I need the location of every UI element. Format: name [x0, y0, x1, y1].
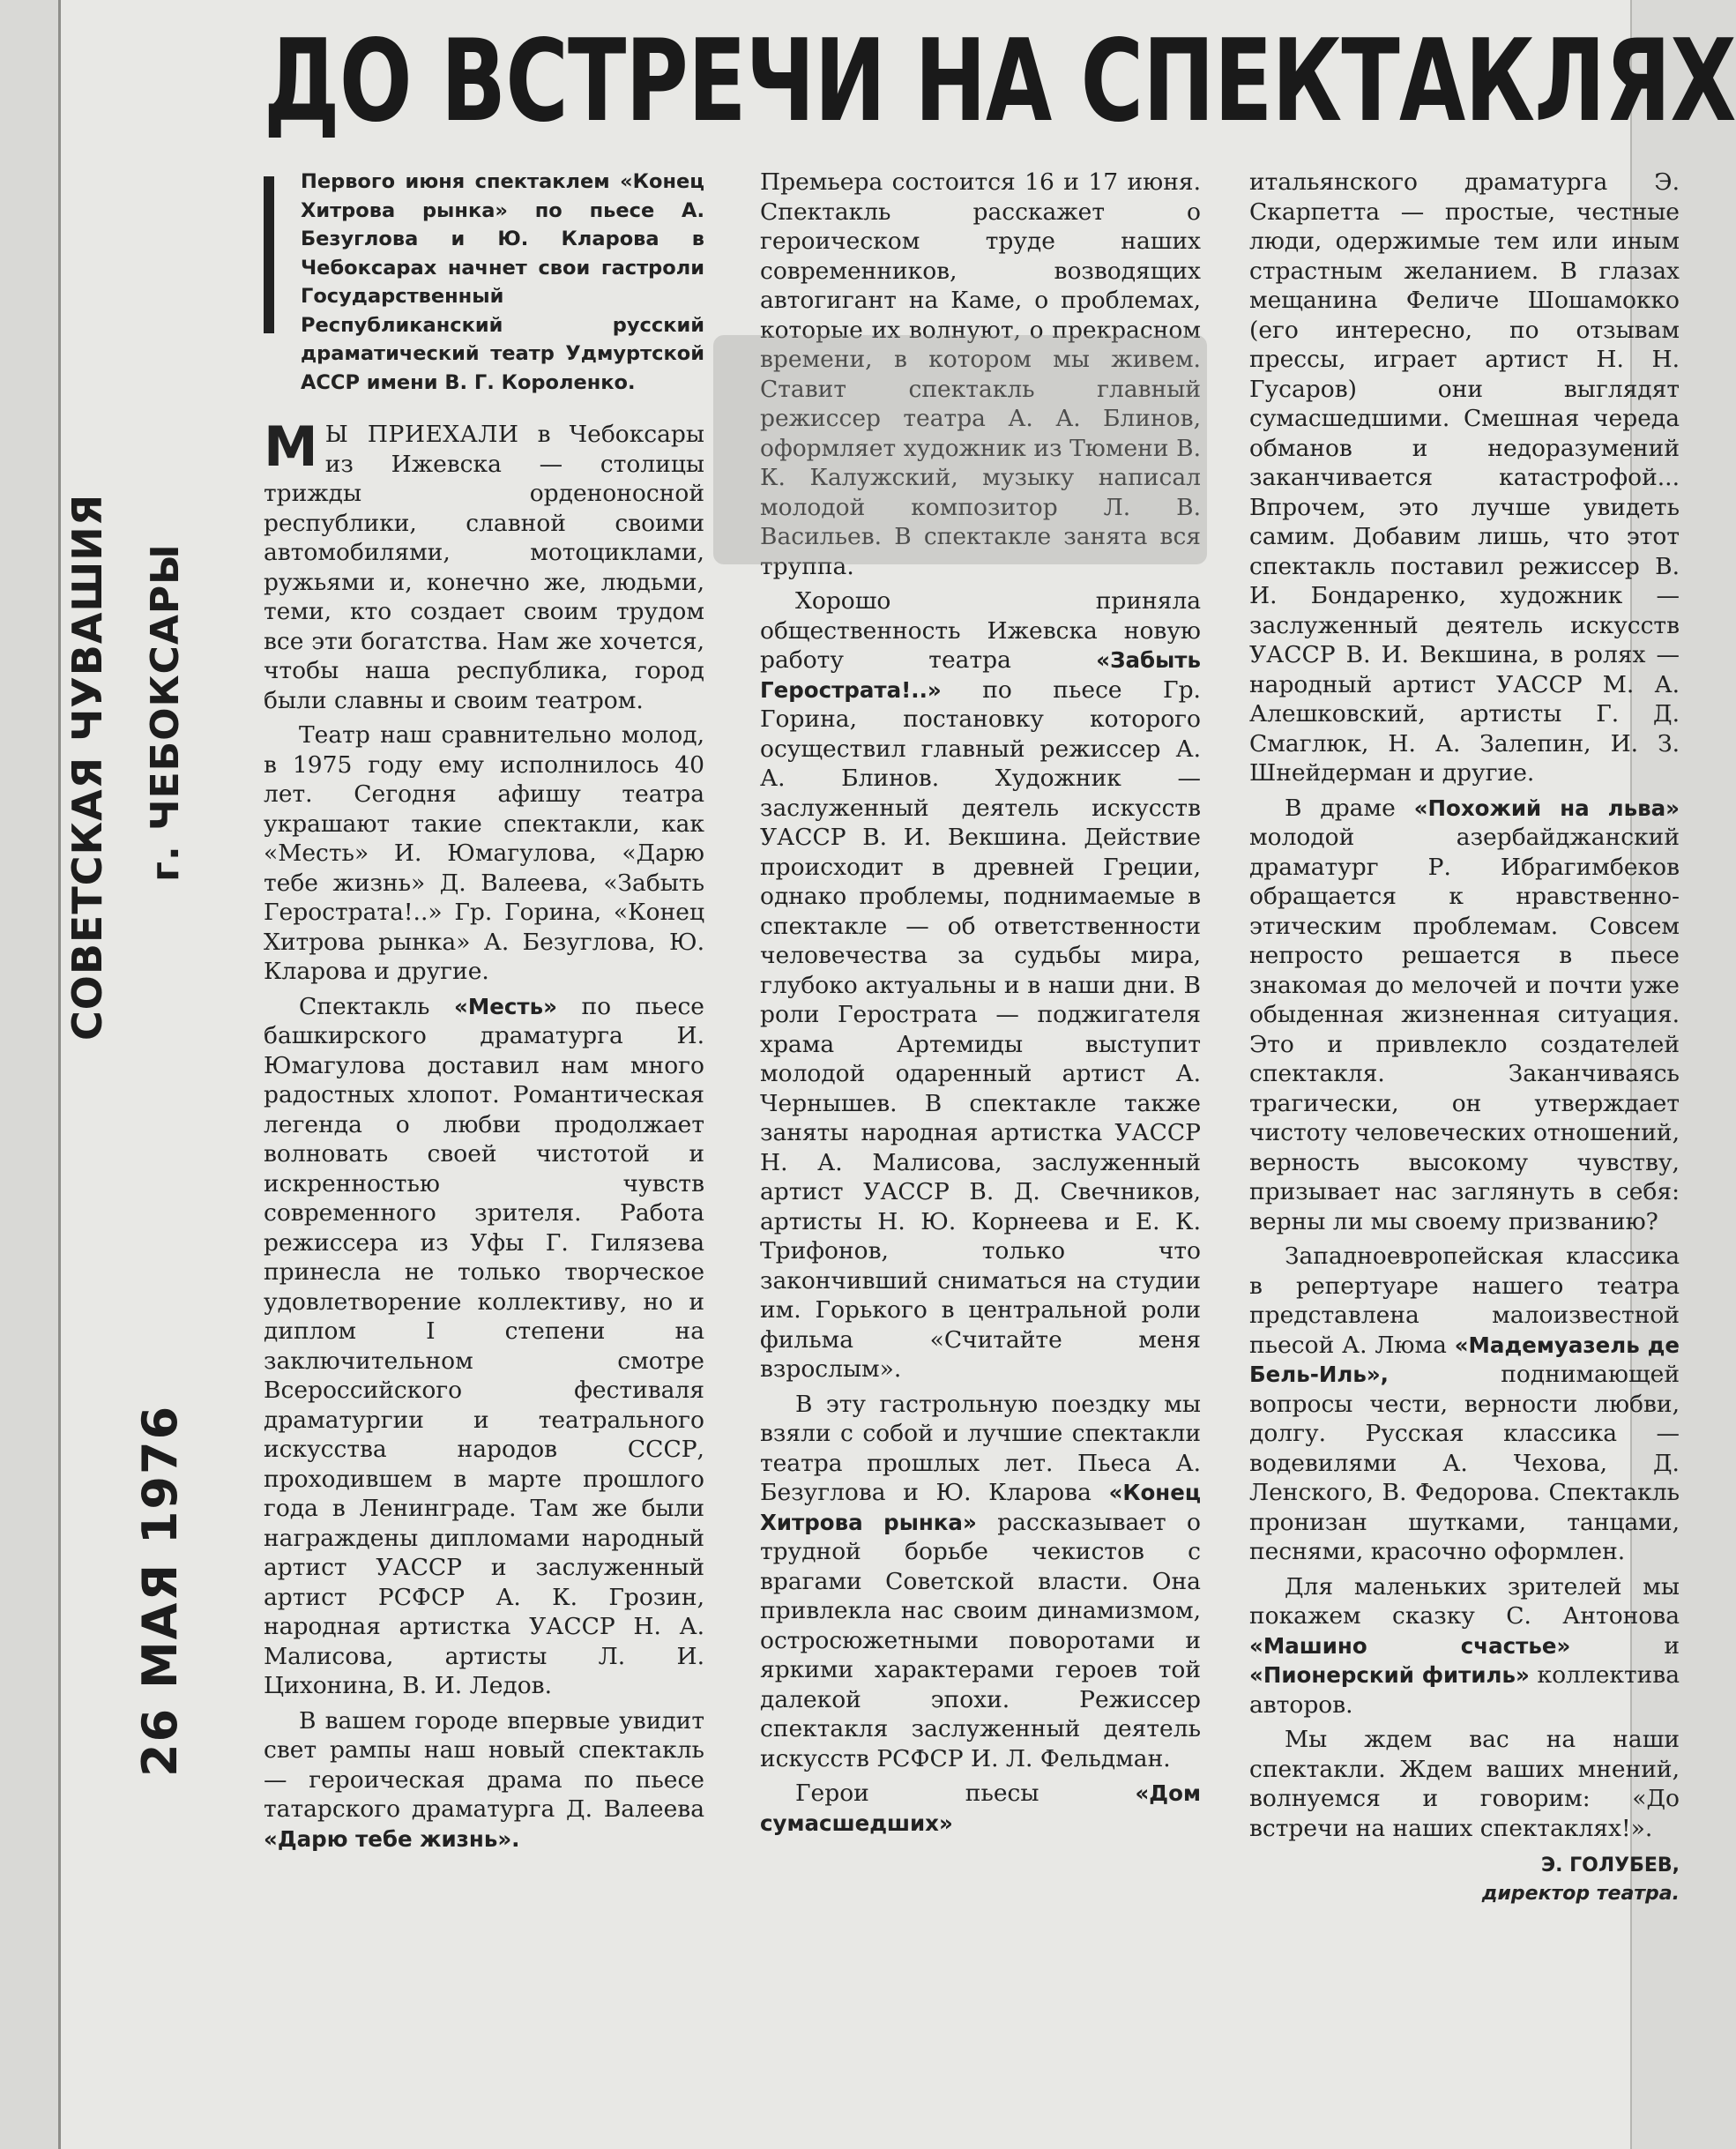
paragraph-5-start: Хорошо приняла общественность Ижевска новую работу театра [760, 587, 1201, 674]
play-title-dom: «Дом сумасшедших» [760, 1780, 1201, 1836]
paragraph-3-text: по пьесе башкирского драматурга И. Юмагулова доставил нам много радостных хлопот. Романтическая легенда о любви продолжает волновать своей чистотой и искренностью чувств современного зрителя. Работа режиссера из Уфы Г. Гилязева принесла не только творческое удовлетворение коллективу, но и диплом I степени на заключительном смотре Всероссийского фестиваля драматургии и театрального искусства народов СССР, проходившем в марте прошлого года в Ленинграде. Там же были награждены дипломами народный артист УАССР и заслуженный артист РСФСР А. К. Грозин, народная артистка УАССР Н. А. Малисова, артисты Л. И. Цихонина, В. И. Ледов. [264, 992, 704, 1699]
paragraph-9 [1249, 1242, 1680, 1567]
paragraph-10-text: коллектива авторов. [1249, 1661, 1680, 1719]
paragraph-10 [1249, 1572, 1680, 1720]
date-stamp: 26 МАЯ 1976 [132, 1404, 188, 1777]
print-smudge [713, 335, 1207, 564]
article-column-1 [264, 168, 704, 2134]
paragraph-1-text: в Чебоксары из Ижевска — столицы трижды орденоносной республики, славной своими автомобилями, мотоциклами, ружьями и, конечно же, людьми, теми, кто создает своим трудом все эти богатства. Нам же хочется, чтобы наша республика, город были славны и своим театром. [264, 421, 704, 714]
paragraph-4-start: В вашем городе впервые увидит свет рампы наш новый спектакль — героическая драма по пьесе татарского драматурга Д. Валеева [264, 1706, 704, 1823]
lead-paragraph [264, 168, 704, 409]
signature [1249, 1852, 1680, 1908]
headline: ДО ВСТРЕЧИ НА СПЕКТАКЛЯХ [264, 16, 1736, 147]
play-title-fitil: «Пионерский фитиль» [1249, 1662, 1530, 1688]
paragraph-3-start: Спектакль [299, 992, 430, 1020]
lead-text: Первого июня спектаклем «Конец Хитрова рынка» по пьесе А. Безуглова и Ю. Кларова в Чебоксарах начнет свои гастроли Государственный Республиканский русский драматический театр Удмуртской АССР имени В. Г. Короленко. [301, 170, 704, 394]
paragraph-5 [760, 586, 1201, 1384]
paragraph-8 [1249, 794, 1680, 1237]
paragraph-11: Мы ждем вас на наши спектакли. Ждем ваших мнений, волнуемся и говорим: «До встречи на наших спектаклях!». [1249, 1726, 1680, 1842]
paragraph-10-start: Для маленьких зрителей мы покажем сказку С. Антонова [1249, 1572, 1680, 1630]
newspaper-clipping [58, 0, 1736, 2149]
paragraph-9-start: Западноевропейская классика в репертуаре нашего театра представлена малоизвестной пьесой А. Люма [1249, 1242, 1680, 1359]
paragraph-3 [264, 992, 704, 1701]
paragraph-7-continued: итальянского драматурга Э. Скарпетта — простые, честные люди, одержимые тем или иным страстным желанием. В глазах мещанина Феличе Шошамокко (его интересно, по отзывам прессы, играет артист Н. Н. Гусаров) они выглядят сумасшедшими. Смешная череда обманов и недоразумений заканчивается катастрофой... Впрочем, это лучше увидеть самим. Добавим лишь, что этот спектакль поставил режиссер В. И. Бондаренко, художник — заслуженный деятель искусств УАССР В. И. Векшина, в ролях — народный артист УАССР М. А. Алешковский, артисты Г. Д. Смаглюк, Н. А. Залепин, И. З. Шнейдерман и другие. [1249, 168, 1680, 787]
author-title: директор театра. [1481, 1883, 1680, 1905]
paragraph-8-text: молодой азербайджанский драматург Р. Ибрагимбеков обращается к нравственно-этическим проблемам. Совсем непросто решается в пьесе знакомая до мелочей и почти уже обыденная жизненная ситуация. Это и привлекло создателей спектакля. Заканчиваясь трагически, он утверждает чистоту человеческих отношений, верность высокому чувству, призывает нас заглянуть в себя: верны ли мы своему призванию? [1249, 824, 1680, 1235]
paragraph-6-start: В эту гастрольную поездку мы взяли с собой и лучшие спектакли театра прошлых лет. Пьеса А. Безуглова и Ю. Кларова [760, 1390, 1201, 1506]
paragraph-1-caps: Ы ПРИЕХАЛИ [324, 421, 519, 448]
newspaper-stamp: СОВЕТСКАЯ ЧУВАШИЯ [63, 493, 111, 1041]
paragraph-6-text: рассказывает о трудной борьбе чекистов с врагами Советской власти. Она привлекла нас своим динамизмом, остросюжетными поворотами и яркими характерами героев той далекой эпохи. Режиссер спектакля заслуженный деятель искусств РСФСР И. Л. Фельдман. [760, 1508, 1201, 1772]
paragraph-2: Театр наш сравнительно молод, в 1975 году ему исполнилось 40 лет. Сегодня афишу театра украшают такие спектакли, как «Месть» И. Юмагулова, «Дарю тебе жизнь» Д. Валеева, «Забыть Герострата!..» Гр. Горина, «Конец Хитрова рынка» А. Безуглова, Ю. Кларова и другие. [264, 721, 704, 985]
paragraph-6 [760, 1390, 1201, 1774]
play-title-mademuazel: «Мадемуазель де Бель-Иль», [1249, 1332, 1680, 1387]
city-stamp: г. ЧЕБОКСАРЫ [143, 543, 188, 882]
paragraph-4 [264, 1706, 704, 1854]
paragraph-7 [760, 1779, 1201, 1838]
lead-rule [264, 176, 274, 333]
paragraph-8-start: В драме [1285, 794, 1396, 822]
play-title-mest: «Месть» [454, 993, 557, 1019]
play-title-lev: «Похожий на льва» [1413, 795, 1680, 821]
play-title-khitrov: «Конец Хитрова рынка» [760, 1480, 1201, 1535]
author-name: Э. ГОЛУБЕВ, [1540, 1854, 1680, 1877]
drop-cap: М [264, 414, 318, 479]
paragraph-7-start: Герои пьесы [795, 1780, 1039, 1807]
paragraph-5-text: по пьесе Гр. Горина, постановку которого осуществил главный режиссер А. А. Блинов. Художник — заслуженный деятель искусств УАССР В. И. Векшина. Действие происходит в древней Греции, однако проблемы, поднимаемые в спектакле — об ответственности человечества за судьбы мира, глубоко актуальны и в наши дни. В роли Герострата — поджигателя храма Артемиды выступит молодой одаренный артист А. Чернышев. В спектакле также заняты народная артистка УАССР Н. А. Малисова, заслуженный артист УАССР В. Д. Свечников, артисты Н. Ю. Корнеева и Е. К. Трифонов, только что закончивший сниматься на студии им. Горького в центральной роли фильма «Считайте меня взрослым». [760, 675, 1201, 1383]
play-title-mashino: «Машино счастье» [1249, 1632, 1571, 1659]
paragraph-1 [264, 414, 704, 715]
paragraph-10-and: и [1664, 1631, 1680, 1660]
article-column-3 [1249, 168, 1680, 2108]
paragraph-4-continued: Премьера состоится 16 и 17 июня. Спектакль расскажет о героическом труде наших современников, возводящих автогигант на Каме, о проблемах, которые их волнуют, о прекрасном времени, в котором мы живем. Ставит спектакль главный режиссер театра А. А. Блинов, оформляет художник из Тюмени В. К. Калужский, музыку написал молодой композитор Л. В. Васильев. В спектакле занята вся труппа. [760, 168, 1201, 580]
play-title-gerostrat: «Забыть Герострата!..» [760, 647, 1201, 703]
paragraph-9-text: поднимающей вопросы чести, верности любви, долгу. Русская классика — водевилями А. Чехова, Д. Ленского, В. Федорова. Спектакль пронизан шутками, танцами, песнями, красочно оформлен. [1249, 1361, 1680, 1565]
play-title-daryu: «Дарю тебе жизнь». [264, 1825, 520, 1852]
